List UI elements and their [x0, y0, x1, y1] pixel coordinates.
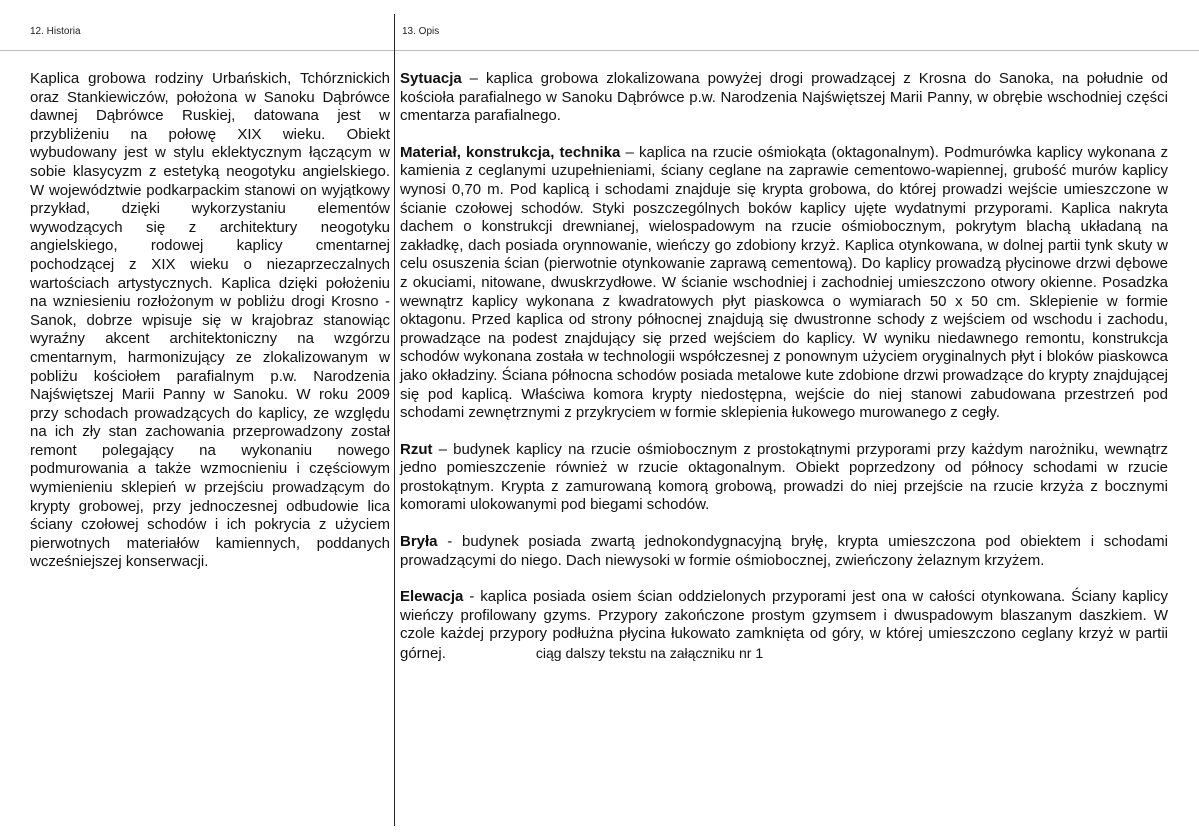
elewacja-heading: Elewacja [400, 588, 464, 606]
material-heading: Materiał, konstrukcja, technika [400, 143, 621, 161]
bryla-text: - budynek posiada zwartą jednokondygnacyjną bryłę, krypta umieszczona pod obiektem i schodami prowadzącymi do niego. Dach niewysoki w formie ośmiobocznej, zwieńczony żelaznym krzyżem. [400, 533, 1168, 569]
section-label-historia: 12. Historia [30, 26, 81, 37]
opis-sytuacja [400, 70, 1168, 126]
opis-bryla [400, 533, 1168, 570]
sytuacja-heading: Sytuacja [400, 70, 462, 87]
material-text: – kaplica na rzucie ośmiokąta (oktagonalnym). Podmurówka kaplicy wykonana z kamienia z ceglanymi uzupełnieniami, ściany ceglane na zaprawie cementowo-wapiennej, grubość murów kaplicy wynosi 0,70 m. Pod kaplicą i schodami znajduje się krypta grobowa, do której prowadzi wejście umieszczone w ścianie czołowej schodów. Styki poszczególnych boków kaplicy ujęte wydatnymi przyporami. Kaplica nakryta dachem o konstrukcji drewnianej, wielospadowym na rzucie ośmiobocznym, pokrytym blachą układaną na zakładkę, dach posiada orynnowanie, wieńczy go zdobiony krzyż. Kaplica otynkowana, w dolnej partii tynk skuty w celu osuszenia ścian (pierwotnie otynkowanie zaprawą cementową). Do kaplicy prowadzą płycinowe drzwi dębowe z okuciami, nitowane, dwuskrzydłowe. W ścianie wschodniej i zachodniej umieszczono otwory okienne. Posadzka wewnątrz kaplicy wykonana z kwadratowych płyt piaskowca o wymiarach 50 x 50 cm. Sklepienie w formie oktagonu. Przed kaplica od strony północnej znajdują się dwustronne schody z wejściem od wschodu i zachodu, prowadzące na podest znajdujący się przed wejściem do kaplicy. W wyniku niedawnego remontu, konstrukcja schodów wykonana została w technologii współczesnej z ponownym użyciem oryginalnych płyt i bloków piaskowca jako okładziny. Ściana północna schodów posiada metalowe kute zdobione drzwi prowadzące do krypty znajdującej się pod kaplicą. Właściwa komora krypty niedostępna, wejście do niej stanowi zabudowana przestrzeń pod schodami zewnętrznymi z przykryciem w formie sklepienia łukowego murowanego z cegły. [400, 143, 1168, 422]
continuation-note: ciąg dalszy tekstu na załączniku nr 1 [535, 645, 764, 662]
header-row [0, 0, 1199, 51]
opis-elewacja [400, 588, 1168, 663]
opis-material [400, 144, 1168, 423]
column-divider [394, 14, 395, 826]
bryla-heading: Bryła [400, 533, 438, 551]
rzut-text: – budynek kaplicy na rzucie ośmiobocznym z prostokątnymi przyporami przy każdym narożniku, wewnątrz jedno pomieszczenie również w rzucie oktagonalnym. Obiekt poprzedzony od północy schodami w rzucie prostokątnym. Krypta z zamurowaną komorą grobową, prowadzi do niej przejście na rzucie krzyża z bocznymi komorami ulokowanymi pod biegami schodów. [400, 440, 1168, 514]
opis-rzut [400, 441, 1168, 515]
historia-column [30, 70, 390, 590]
elewacja-text: - kaplica posiada osiem ścian oddzielonych przyporami jest ona w całości otynkowana. Ściany kaplicy wieńczy profilowany gzyms. Przypory zakończone prostym gzymsem i dwuspadowym blaszanym daszkiem. W czole każdej przypory podłużna płycina łukowato zamknięta od góry, w której umieszczono ceglany krzyż w partii górnej. [400, 588, 1168, 663]
sytuacja-text: – kaplica grobowa zlokalizowana powyżej drogi prowadzącej z Krosna do Sanoka, na południe od kościoła parafialnego w Sanoku Dąbrówce p.w. Narodzenia Najświętszej Marii Panny, w obrębie wschodniej części cmentarza parafialnego. [400, 70, 1168, 125]
rzut-heading: Rzut [400, 440, 433, 458]
historia-text: Kaplica grobowa rodziny Urbańskich, Tchórznickich oraz Stankiewiczów, położona w Sanoku Dąbrówce dawnej Dąbrówce Ruskiej, datowana jest w przybliżeniu na połowę XIX wieku. Obiekt wybudowany jest w stylu eklektycznym łączącym w sobie klasycyzm z estetyką neogotyku angielskiego. W województwie podkarpackim stanowi on wyjątkowy przykład, dzięki wykorzystaniu elementów wywodzących się z architektury neogotyku angielskiego, rodowej kaplicy cmentarnej pochodzącej z XIX wieku o niezaprzeczalnych wartościach artystycznych. Kaplica dzięki położeniu na wzniesieniu rozłożonym w pobliżu drogi Krosno - Sanok, dobrze wpisuje się w krajobraz stanowiąc wyraźny akcent architektoniczny na wzgórzu cmentarnym, harmonizujący ze zlokalizowanym w pobliżu kościołem parafialnym p.w. Narodzenia Najświętszej Marii Panny w Sanoku. W roku 2009 przy schodach prowadzących do kaplicy, ze względu na ich zły stan zachowania przeprowadzony został remont polegający na wykonaniu nowego podmurowania a także wzmocnieniu i częściowym wymienieniu sklepień w przejściu prowadzącym do krypty grobowej, przy jednoczesnej odbudowie lica ściany czołowej schodów i ich pokrycia z użyciem pierwotnych materiałów kamiennych, poddanych wcześniejszej konserwacji. [30, 70, 390, 571]
section-label-opis: 13. Opis [402, 26, 440, 37]
opis-column [400, 70, 1168, 682]
